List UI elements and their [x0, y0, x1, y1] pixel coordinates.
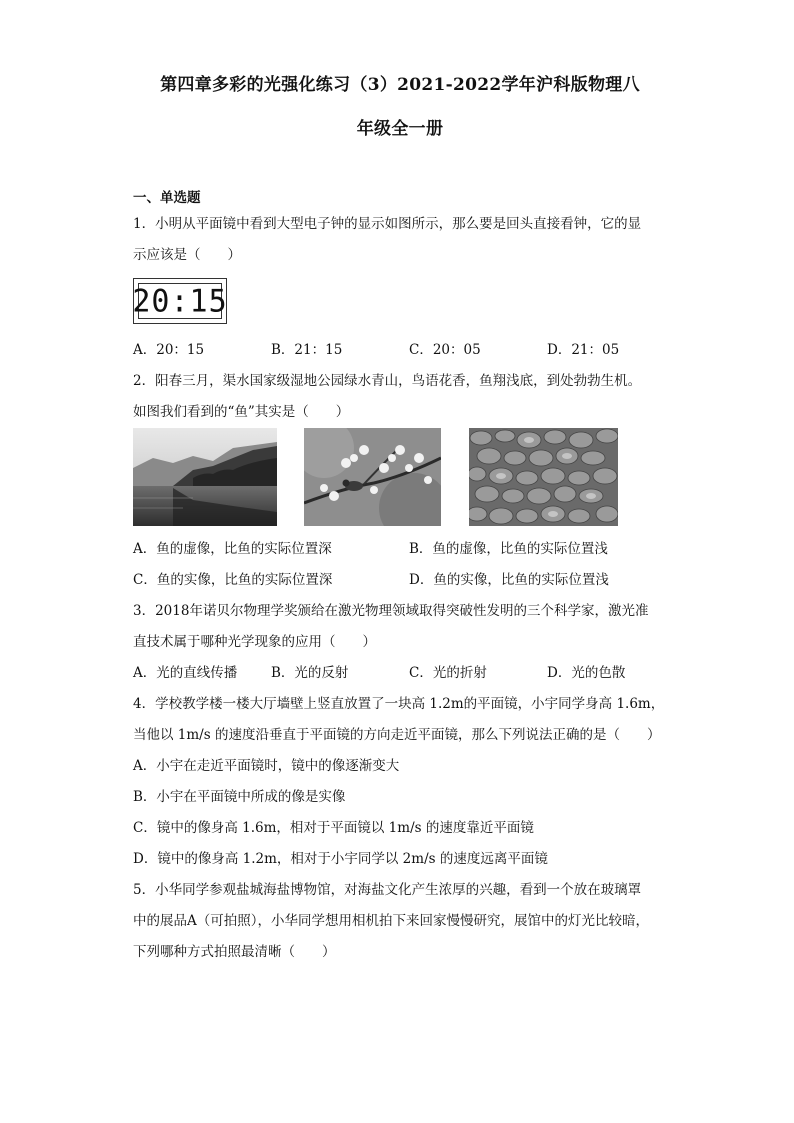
document-title-line1: 第四章多彩的光强化练习（3）2021-2022学年沪科版物理八 — [160, 75, 640, 95]
q5-stem-line3: 下列哪种方式拍照最清晰（ ） — [133, 944, 336, 960]
q3-option-c[interactable]: C．光的折射 — [409, 665, 487, 681]
q2-option-b[interactable]: B．鱼的虚像，比鱼的实际位置浅 — [409, 541, 608, 557]
pebbles-photo — [469, 428, 618, 526]
q1-option-d[interactable]: D．21：05 — [547, 342, 620, 358]
flower-bird-photo — [304, 428, 441, 526]
digital-clock-figure — [133, 278, 227, 324]
q3-option-b[interactable]: B．光的反射 — [271, 665, 349, 681]
q2-stem-line2: 如图我们看到的“鱼”其实是（ ） — [133, 404, 350, 420]
q5-stem-line2: 中的展品A（可拍照），小华同学想用相机拍下来回家慢慢研究，展馆中的灯光比较暗， — [133, 913, 649, 929]
q3-stem-line1: 3．2018年诺贝尔物理学奖颁给在激光物理领域取得突破性发明的三个科学家，激光准 — [133, 603, 649, 619]
document-title-line2: 年级全一册 — [356, 119, 444, 139]
section-heading: 一、单选题 — [133, 190, 201, 206]
q2-option-d[interactable]: D．鱼的实像，比鱼的实际位置浅 — [409, 572, 609, 588]
q1-option-a[interactable]: A．20：15 — [133, 342, 205, 358]
q4-option-d[interactable]: D．镜中的像身高 1.2m，相对于小宇同学以 2m/s 的速度远离平面镜 — [133, 851, 548, 867]
q1-option-b[interactable]: B．21：15 — [271, 342, 343, 358]
q2-option-a[interactable]: A．鱼的虚像，比鱼的实际位置深 — [133, 541, 332, 557]
q1-stem-line2: 示应该是（ ） — [133, 247, 241, 263]
lake-photo — [133, 428, 277, 526]
q4-stem-line2: 当他以 1m/s 的速度沿垂直于平面镜的方向走近平面镜，那么下列说法正确的是（ ） — [133, 727, 661, 743]
q5-stem-line1: 5．小华同学参观盐城海盐博物馆，对海盐文化产生浓厚的兴趣，看到一个放在玻璃罩 — [133, 882, 642, 898]
q3-stem-line2: 直技术属于哪种光学现象的应用（ ） — [133, 634, 376, 650]
clock-display: 20:15 — [132, 282, 228, 320]
q1-stem-line1: 1．小明从平面镜中看到大型电子钟的显示如图所示，那么要是回头直接看钟，它的显 — [133, 216, 642, 232]
q2-stem-line1: 2．阳春三月，渠水国家级湿地公园绿水青山，鸟语花香，鱼翔浅底，到处勃勃生机。 — [133, 373, 642, 389]
q4-option-a[interactable]: A．小宇在走近平面镜时，镜中的像逐渐变大 — [133, 758, 400, 774]
q4-stem-line1: 4．学校教学楼一楼大厅墙壁上竖直放置了一块高 1.2m的平面镜，小宇同学身高 1.6m， — [133, 696, 665, 712]
clock-screen — [132, 282, 228, 320]
q4-option-b[interactable]: B．小宇在平面镜中所成的像是实像 — [133, 789, 346, 805]
q4-option-c[interactable]: C．镜中的像身高 1.6m，相对于平面镜以 1m/s 的速度靠近平面镜 — [133, 820, 534, 836]
q3-option-a[interactable]: A．光的直线传播 — [133, 665, 238, 681]
q3-option-d[interactable]: D．光的色散 — [547, 665, 626, 681]
q1-option-c[interactable]: C．20：05 — [409, 342, 481, 358]
q2-option-c[interactable]: C．鱼的实像，比鱼的实际位置深 — [133, 572, 333, 588]
